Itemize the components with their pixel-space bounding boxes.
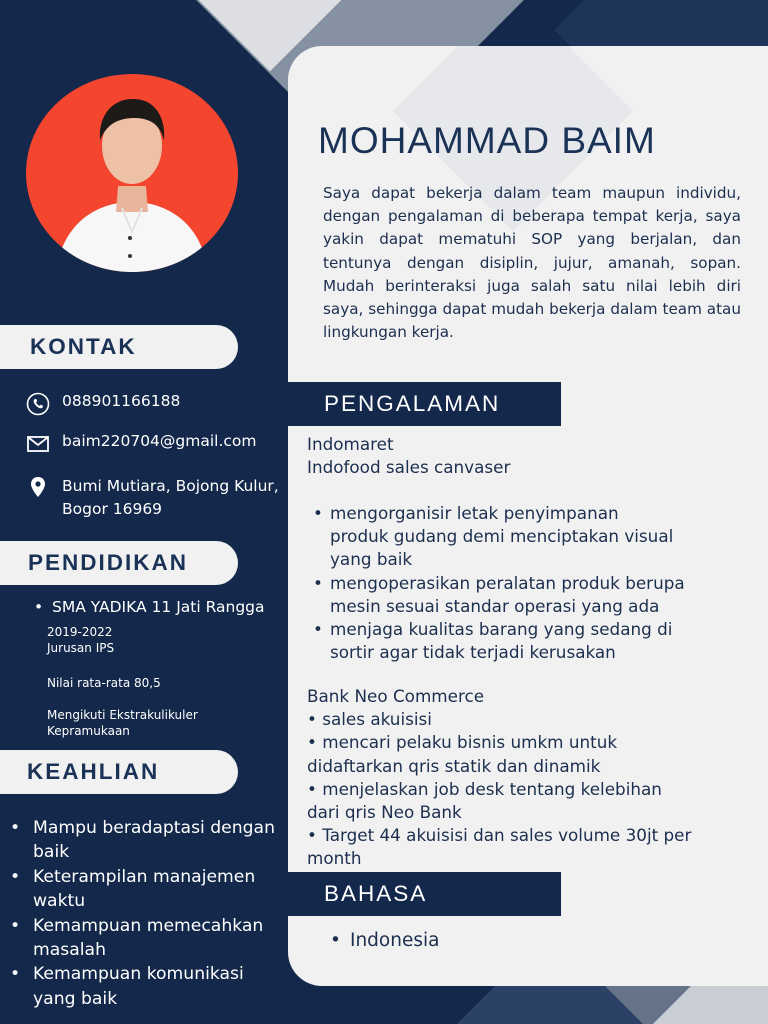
list-item: didaftarkan qris statik dan dinamik: [307, 755, 601, 776]
education-extracurricular: Mengikuti Ekstrakulikuler Kepramukaan: [47, 708, 198, 738]
profile-photo: [26, 74, 238, 272]
person-silhouette-icon: [26, 74, 238, 272]
list-item: month: [307, 848, 362, 869]
list-item: • mengoperasikan peralatan produk berupa mesin sesuai standar operasi yang ada: [307, 572, 717, 618]
contact-email: [26, 432, 257, 456]
education-grade: Nilai rata-rata 80,5: [47, 676, 161, 690]
list-item: dari qris Neo Bank: [307, 802, 462, 823]
location-pin-icon: [26, 475, 50, 499]
education-school: [34, 598, 265, 616]
language-item: [330, 930, 439, 951]
experience-block-2: [307, 685, 727, 871]
section-heading-pengalaman: PENGALAMAN: [288, 382, 561, 426]
list-item: • Kemampuan komunikasi yang baik: [10, 962, 280, 1011]
section-heading-bahasa: BAHASA: [288, 872, 561, 916]
list-item: • Mampu beradaptasi dengan baik: [10, 816, 280, 865]
skills-list: [10, 816, 280, 1011]
list-item: • sales akuisisi: [307, 709, 432, 730]
experience-company-2: Bank Neo Commerce: [307, 686, 485, 706]
contact-address: [26, 475, 288, 521]
education-years: 2019-2022: [47, 625, 113, 639]
section-heading-keahlian: KEAHLIAN: [0, 750, 238, 794]
mail-icon: [26, 432, 50, 456]
list-item: • mencari pelaku bisnis umkm untuk: [307, 732, 618, 753]
bullet: •: [34, 598, 44, 616]
address-text: Bumi Mutiara, Bojong Kulur, Bogor 16969: [62, 477, 279, 518]
list-item: • Kemampuan memecahkan masalah: [10, 914, 280, 963]
experience-role-1: Indofood sales canvaser: [307, 457, 511, 477]
list-item: • menjelaskan job desk tentang kelebihan: [307, 778, 662, 799]
list-item: • mengorganisir letak penyimpanan produk gudang demi menciptakan visual yang baik: [307, 502, 717, 572]
candidate-name: MOHAMMAD BAIM: [318, 120, 656, 161]
contact-phone: [26, 392, 180, 416]
list-item: • Keterampilan manajemen waktu: [10, 865, 280, 914]
phone-icon: [26, 392, 50, 416]
list-item: • menjaga kualitas barang yang sedang di sortir agar tidak terjadi kerusakan: [307, 618, 717, 664]
education-major: Jurusan IPS: [47, 641, 115, 655]
phone-number: 088901166188: [62, 392, 181, 410]
section-heading-kontak: KONTAK: [0, 325, 238, 369]
experience-company-1: Indomaret: [307, 434, 394, 454]
email-address: baim220704@gmail.com: [62, 432, 257, 450]
profile-summary: Saya dapat bekerja dalam team maupun individu, dengan pengalaman di beberapa tempat kerja, saya yakin dapat mematuhi SOP yang berjalan, dan tentunya dengan disiplin, jujur, amanah, sopan. Mudah berinteraksi juga salah satu nilai lebih diri saya, sehingga dapat mudah bekerja dalam team atau lingkungan kerja.: [323, 184, 741, 342]
language-name: Indonesia: [350, 930, 440, 951]
school-name: SMA YADIKA 11 Jati Rangga: [52, 598, 265, 616]
experience-duties-1: [307, 502, 717, 664]
bullet: •: [330, 930, 341, 951]
section-heading-pendidikan: PENDIDIKAN: [0, 541, 238, 585]
list-item: • Target 44 akuisisi dan sales volume 30jt per: [307, 825, 692, 846]
